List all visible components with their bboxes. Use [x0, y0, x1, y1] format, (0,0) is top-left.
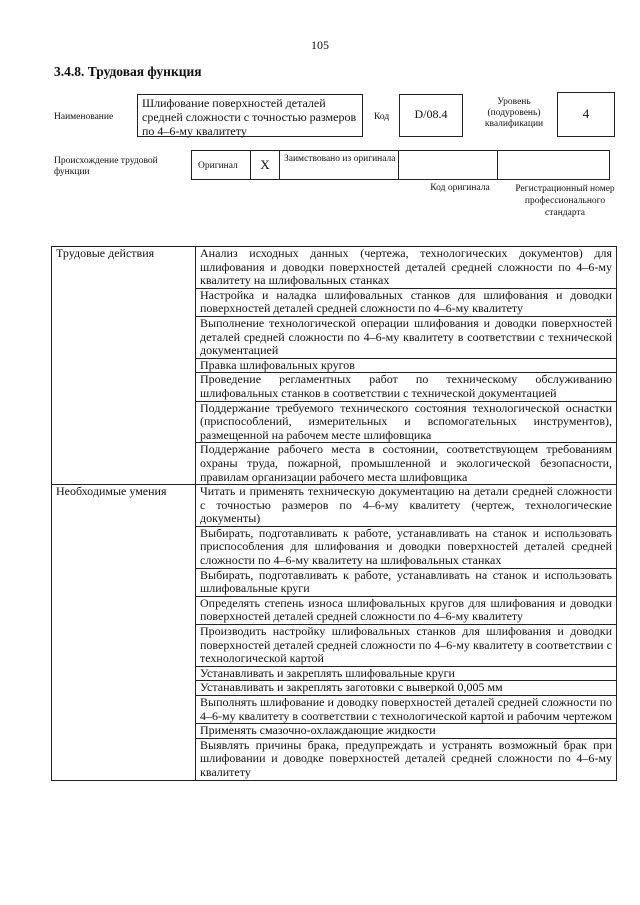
original-label: Оригинал: [191, 150, 251, 180]
section-title: 3.4.8. Трудовая функция: [54, 64, 202, 79]
category-cell: Необходимые умения: [52, 485, 196, 780]
item-cell: Проведение регламентных работ по техническому обслуживанию шлифовальных станков в соответствии с технической документацией: [196, 373, 617, 401]
item-cell: Правка шлифовальных кругов: [196, 358, 617, 373]
category-cell: Трудовые действия: [52, 247, 196, 485]
item-cell: Применять смазочно-охлаждающие жидкости: [196, 724, 617, 739]
function-table-body: [52, 247, 617, 781]
origin-label: Происхождение трудовой функции: [54, 156, 158, 177]
reg-number-label: Регистрационный номер профессионального стандарта: [515, 184, 615, 218]
item-cell: Устанавливать и закреплять заготовки с выверкой 0,005 мм: [196, 681, 617, 696]
reg-number-cell: [497, 150, 610, 180]
page-number: 105: [311, 38, 329, 52]
qualification-level: 4: [557, 92, 615, 137]
code-label: Код: [374, 112, 390, 122]
item-cell: Производить настройку шлифовальных станков для шлифования и доводки поверхностей деталей средней сложности по 4–6-му квалитету в соответствии с технологической картой: [196, 625, 617, 667]
name-label: Наименование: [54, 112, 114, 122]
table-row: [52, 247, 617, 289]
function-code: D/08.4: [399, 94, 463, 137]
original-mark: X: [250, 150, 280, 180]
item-cell: Анализ исходных данных (чертежа, технологических документов) для шлифования и доводки поверхностей деталей средней сложности по 4–6-му квалитету на шлифовальных станках: [196, 247, 617, 289]
origin-row: [192, 150, 616, 180]
table-row: [52, 485, 617, 527]
item-cell: Выбирать, подготавливать к работе, устанавливать на станок и использовать шлифовальные круги: [196, 568, 617, 596]
level-label: Уровень (подуровень) квалификации: [484, 97, 544, 129]
item-cell: Поддержание рабочего места в состоянии, соответствующем требованиям охраны труда, пожарной, промышленной и экологической безопасности, правилам организации рабочего места шлифовщика: [196, 443, 617, 485]
item-cell: Читать и применять техническую документацию на детали средней сложности с точностью размеров по 4–6-му квалитету (чертеж, технологические документы): [196, 485, 617, 527]
code-original-cell: [398, 150, 498, 180]
function-table: [51, 246, 617, 781]
code-original-label: Код оригинала: [430, 183, 490, 193]
item-cell: Определять степень износа шлифовальных кругов для шлифования и доводки поверхностей деталей средней сложности по 4–6-му квалитету: [196, 596, 617, 624]
item-cell: Настройка и наладка шлифовальных станков для шлифования и доводки поверхностей деталей средней сложности по 4–6-му квалитету: [196, 288, 617, 316]
item-cell: Выбирать, подготавливать к работе, устанавливать на станок и использовать приспособления для шлифования и доводки поверхностей деталей средней сложности по 4–6-му квалитету на шлифовальных станках: [196, 526, 617, 568]
function-name: Шлифование поверхностей деталей средней сложности с точностью размеров по 4–6-му квалитету: [137, 94, 363, 137]
borrowed-label: Заимствовано из оригинала: [279, 150, 399, 180]
item-cell: Устанавливать и закреплять шлифовальные круги: [196, 666, 617, 681]
item-cell: Выполнение технологической операции шлифования и доводки поверхностей деталей средней сложности по 4–6-му квалитету в соответствии с технической документацией: [196, 316, 617, 358]
item-cell: Поддержание требуемого технического состояния технологической оснастки (приспособлений, измерительных и вспомогательных инструментов), размещенной на рабочем месте шлифовщика: [196, 401, 617, 443]
item-cell: Выполнять шлифование и доводку поверхностей деталей средней сложности по 4–6-му квалитету в соответствии с технологической картой и рабочим чертежом: [196, 696, 617, 724]
item-cell: Выявлять причины брака, предупреждать и устранять возможный брак при шлифовании и доводке поверхностей деталей средней сложности по 4–6-му квалитету: [196, 738, 617, 780]
